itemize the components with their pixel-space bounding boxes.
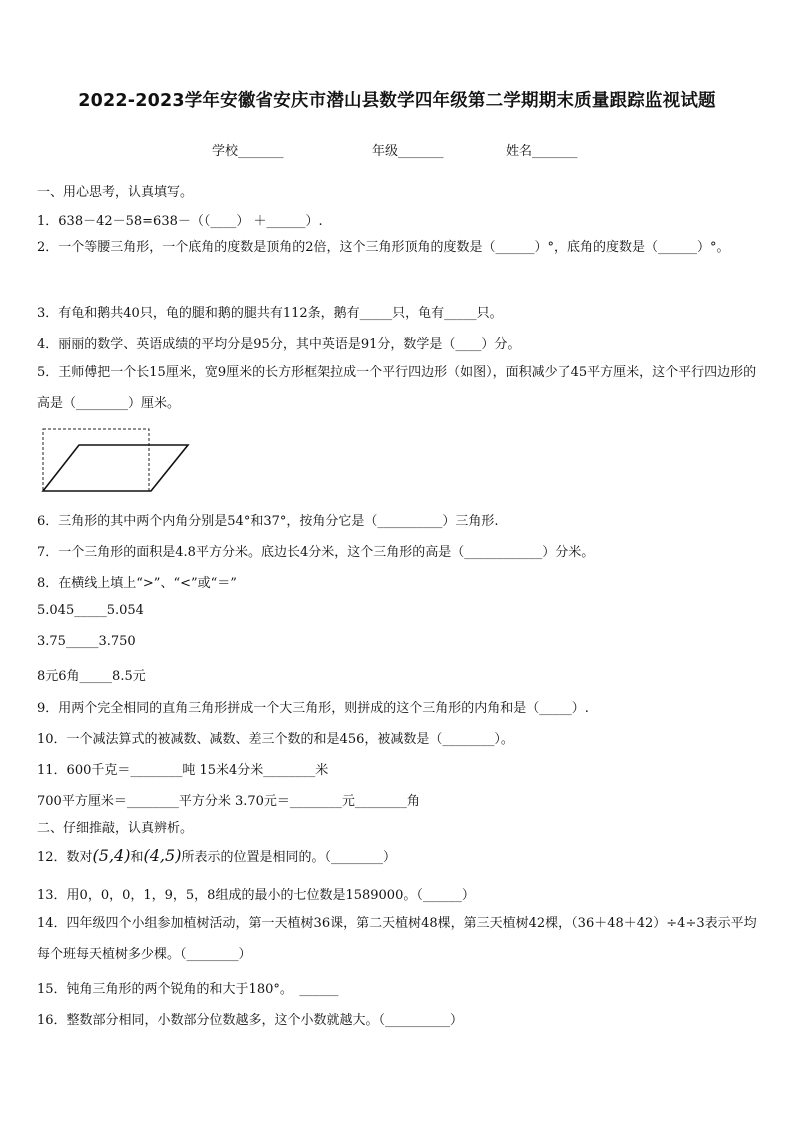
grade-field: 年级_______ — [372, 144, 444, 159]
question-12 — [37, 846, 396, 865]
question-8-stem: 8．在横线上填上“>”、“<”或“＝” — [37, 576, 237, 591]
school-field: 学校_______ — [212, 144, 284, 159]
coordinate-pair-1: (5,4) — [92, 846, 131, 865]
question-8-item-a: 5.045_____5.054 — [37, 603, 144, 618]
question-14: 14．四年级四个小组参加植树活动，第一天植树36课，第二天植树48棵，第三天植树42棵，（36＋48＋42）÷4÷3表示平均每个班每天植树多少棵。（________） — [37, 916, 757, 962]
parallelogram-figure — [40, 426, 192, 494]
question-8-item-c: 8元6角_____8.5元 — [37, 669, 146, 684]
section-1-heading: 一、用心思考，认真填写。 — [37, 185, 194, 200]
section-2-heading: 二、仔细推敲，认真辨析。 — [37, 821, 194, 836]
question-12-prefix: 12．数对 — [37, 850, 93, 865]
question-5: 5．王师傅把一个长15厘米，宽9厘米的长方形框架拉成一个平行四边形（如图），面积减少了45平方厘米，这个平行四边形的高是（________）厘米。 — [37, 365, 757, 411]
question-6: 6．三角形的其中两个内角分别是54°和37°，按角分它是（__________）三角形. — [37, 514, 499, 529]
question-12-suffix: 所表示的位置是相同的。（________） — [181, 850, 396, 865]
question-7: 7．一个三角形的面积是4.8平方分米。底边长4分米，这个三角形的高是（____________）分米。 — [37, 545, 595, 560]
dashed-rectangle — [43, 429, 149, 491]
question-13: 13．用0，0，0，1，9，5，8组成的最小的七位数是1589000。（______） — [37, 888, 475, 903]
question-1: 1．638－42－58=638－（（____） ＋______）. — [37, 214, 323, 229]
question-3: 3．有龟和鹅共40只，龟的腿和鹅的腿共有112条，鹅有_____只，龟有_____只。 — [37, 306, 503, 321]
question-10: 10．一个减法算式的被减数、减数、差三个数的和是456，被减数是（________）。 — [37, 732, 514, 747]
question-11-line-1: 11．600千克＝________吨 15米4分米________米 — [37, 763, 329, 778]
page-title: 2022-2023学年安徽省安庆市潜山县数学四年级第二学期期末质量跟踪监视试题 — [78, 91, 716, 111]
question-12-mid: 和 — [130, 850, 144, 865]
question-15: 15．钝角三角形的两个锐角的和大于180°。 ______ — [37, 982, 339, 997]
question-9: 9．用两个完全相同的直角三角形拼成一个大三角形，则拼成的这个三角形的内角和是（_____）. — [37, 701, 589, 716]
parallelogram-shape — [43, 445, 188, 491]
question-8-item-b: 3.75_____3.750 — [37, 634, 136, 649]
coordinate-pair-2: (4,5) — [143, 846, 182, 865]
question-16: 16．整数部分相同，小数部分位数越多，这个小数就越大。（__________） — [37, 1013, 464, 1028]
question-11-line-2: 700平方厘米＝________平方分米 3.70元＝________元________角 — [37, 794, 420, 809]
question-2: 2．一个等腰三角形，一个底角的度数是顶角的2倍，这个三角形顶角的度数是（______）°，底角的度数是（______）°。 — [37, 240, 730, 255]
name-field: 姓名_______ — [506, 144, 578, 159]
question-4: 4．丽丽的数学、英语成绩的平均分是95分，其中英语是91分，数学是（____）分。 — [37, 337, 521, 352]
